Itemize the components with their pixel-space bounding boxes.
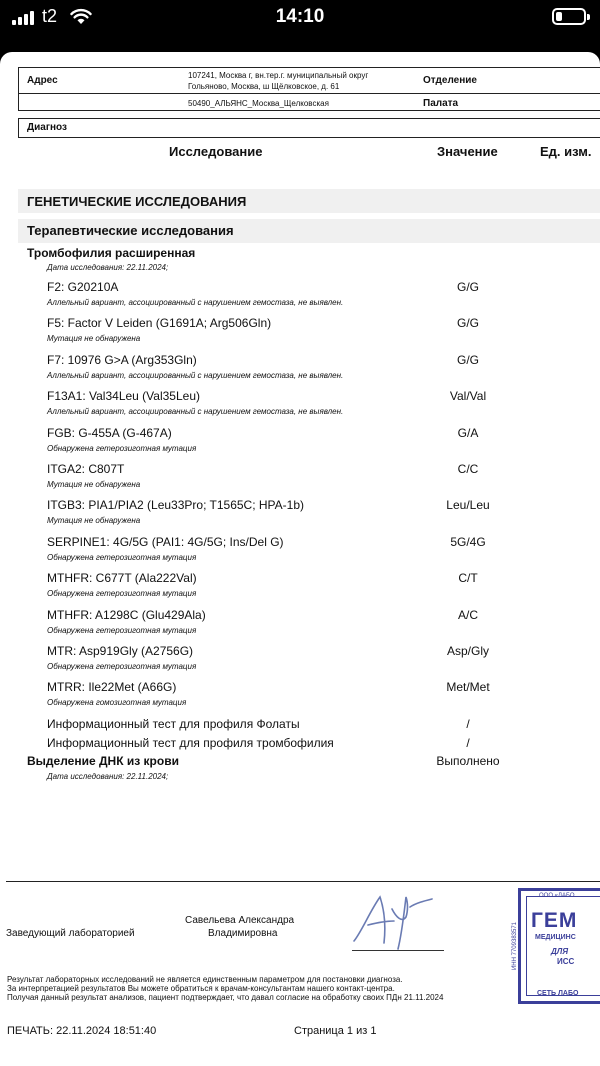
- result-note: Обнаружена гетерозиготная мутация: [47, 444, 197, 453]
- stamp-icon: [512, 888, 600, 1004]
- result-note: Мутация не обнаружена: [47, 334, 141, 343]
- result-note: Обнаружена гетерозиготная мутация: [47, 662, 197, 671]
- info-test-name: Информационный тест для профиля тромбофилия: [47, 736, 334, 750]
- result-note: Обнаружена гетерозиготная мутация: [47, 626, 197, 635]
- column-value: Значение: [437, 144, 498, 159]
- address-value-line1: 107241, Москва г, вн.тер.г. муниципальный округ: [188, 71, 369, 80]
- result-name: ITGB3: PIA1/PIA2 (Leu33Pro; T1565C; HPA-1b): [47, 498, 305, 512]
- stamp-text: ДЛЯ: [551, 947, 569, 956]
- diagnosis-row: [18, 118, 600, 138]
- info-test-value: /: [466, 717, 470, 731]
- page-number: Страница 1 из 1: [294, 1025, 377, 1037]
- result-value: Leu/Leu: [446, 498, 490, 512]
- column-study: Исследование: [169, 144, 263, 159]
- carrier-label: t2: [42, 6, 58, 26]
- result-note: Мутация не обнаружена: [47, 480, 141, 489]
- result-note: Аллельный вариант, ассоциированный с нарушением гемостаза, не выявлен.: [47, 371, 344, 380]
- result-note: Обнаружена гетерозиготная мутация: [47, 553, 197, 562]
- stamp-inn: ИНН 7709383571: [512, 921, 519, 971]
- department-label: Отделение: [423, 75, 477, 86]
- footer-divider: [6, 881, 600, 882]
- signature-icon: [346, 887, 436, 953]
- result-value: G/G: [456, 280, 479, 294]
- result-note: Обнаружена гомозиготная мутация: [47, 698, 187, 707]
- result-value: 5G/4G: [450, 535, 486, 549]
- signature-line: [352, 950, 444, 951]
- result-value: C/C: [457, 462, 479, 476]
- result-note: Аллельный вариант, ассоциированный с нарушением гемостаза, не выявлен.: [47, 407, 344, 416]
- result-value: Val/Val: [449, 389, 487, 403]
- stamp-text: ИСС: [557, 957, 575, 966]
- print-timestamp: ПЕЧАТЬ: 22.11.2024 18:51:40: [7, 1025, 157, 1037]
- stamp-text: ГЕМ: [531, 909, 578, 932]
- lab-head-name-line2: Владимировна: [208, 928, 278, 939]
- dna-date: Дата исследования: 22.11.2024;: [47, 772, 169, 781]
- stamp-text: МЕДИЦИНС: [535, 934, 576, 941]
- stamp-text: ООО «ЛАБО: [539, 893, 575, 899]
- result-name: MTR: Asp919Gly (A2756G): [47, 644, 194, 658]
- result-name: MTRR: Ile22Met (A66G): [47, 680, 177, 694]
- result-value: C/T: [458, 571, 478, 585]
- result-name: F7: 10976 G>A (Arg353Gln): [47, 353, 197, 367]
- section-title: ГЕНЕТИЧЕСКИЕ ИССЛЕДОВАНИЯ: [27, 194, 247, 209]
- lab-head-label: Заведующий лабораторией: [6, 928, 135, 939]
- result-note: Обнаружена гетерозиготная мутация: [47, 589, 197, 598]
- result-note: Мутация не обнаружена: [47, 516, 141, 525]
- result-name: ITGA2: C807T: [47, 462, 125, 476]
- result-name: FGB: G-455A (G-467A): [47, 426, 172, 440]
- result-value: G/G: [456, 353, 479, 367]
- dna-title: Выделение ДНК из крови: [27, 754, 179, 768]
- ward-label: Палата: [423, 98, 459, 109]
- result-value: Met/Met: [446, 680, 490, 694]
- lab-report-document: [0, 52, 600, 1066]
- panel-date: Дата исследования: 22.11.2024;: [47, 263, 169, 272]
- result-name: F5: Factor V Leiden (G1691A; Arg506Gln): [47, 316, 272, 330]
- diagnosis-label: Диагноз: [27, 122, 67, 133]
- lab-head-name-line1: Савельева Александра: [185, 915, 295, 926]
- clock: 14:10: [275, 6, 325, 27]
- result-name: MTHFR: A1298C (Glu429Ala): [47, 608, 206, 622]
- clinic-value: 50490_АЛЬЯНС_Москва_Щелковская: [188, 99, 329, 108]
- status-bar: [0, 0, 600, 36]
- disclaimer-line: Результат лабораторных исследований не является единственным параметром для постановки диагноза.: [7, 975, 403, 984]
- result-note: Аллельный вариант, ассоциированный с нарушением гемостаза, не выявлен.: [47, 298, 344, 307]
- result-name: MTHFR: C677T (Ala222Val): [47, 571, 197, 585]
- result-name: SERPINE1: 4G/5G (PAI1: 4G/5G; Ins/Del G): [47, 535, 284, 549]
- info-test-value: /: [466, 736, 470, 750]
- result-name: F13A1: Val34Leu (Val35Leu): [47, 389, 200, 403]
- disclaimer-line: Получая данный результат анализов, пациент подтверждает, что давал согласие на обработку своих ПДн 21.11.2024: [7, 993, 444, 1002]
- result-value: G/G: [456, 316, 479, 330]
- result-value: Asp/Gly: [446, 644, 489, 658]
- address-value-line2: Гольяново, Москва, ш Щёлковское, д. 61: [188, 82, 340, 91]
- result-value: G/A: [457, 426, 479, 440]
- dna-value: Выполнено: [436, 754, 500, 768]
- result-value: A/C: [457, 608, 478, 622]
- address-label: Адрес: [27, 75, 58, 86]
- stamp-text: СЕТЬ ЛАБО: [537, 990, 579, 997]
- disclaimer-line: За интерпретацией результатов Вы можете обратиться к врачам-консультантам нашего контакт-центра.: [7, 984, 395, 993]
- result-name: F2: G20210A: [47, 280, 119, 294]
- subsection-title: Терапевтические исследования: [27, 223, 234, 238]
- info-test-name: Информационный тест для профиля Фолаты: [47, 717, 300, 731]
- column-unit: Ед. изм.: [540, 144, 592, 159]
- battery-icon: [552, 8, 586, 25]
- panel-title: Тромбофилия расширенная: [27, 246, 196, 260]
